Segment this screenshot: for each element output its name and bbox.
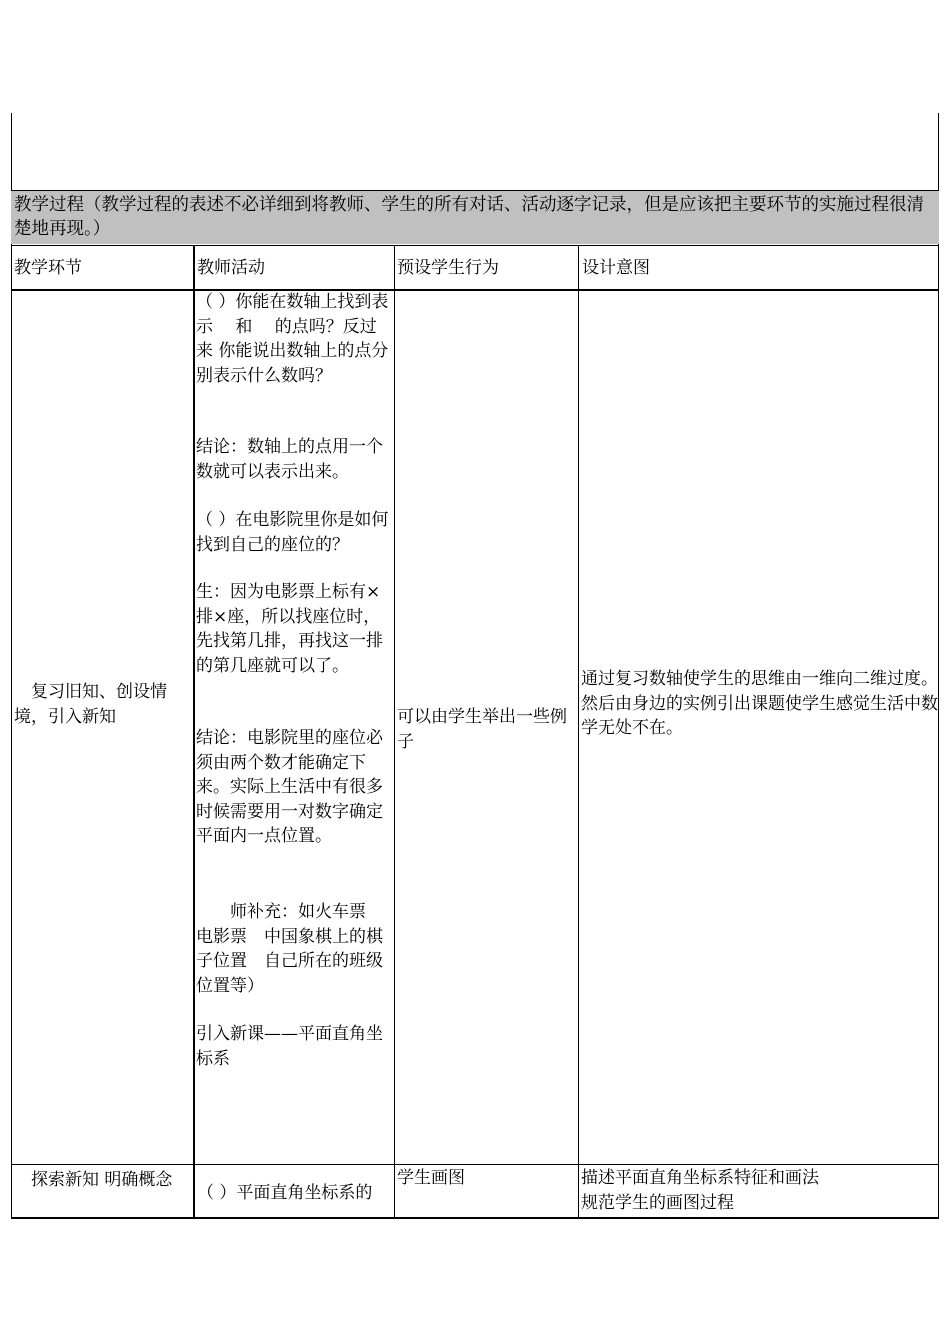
col-header-stage: 教学环节 [14, 258, 82, 278]
row1-design-intent: 通过复习数轴使学生的思维由一维向二维过度。然后由身边的实例引出课题使学生感觉生活中数学无处不在。 [581, 669, 938, 738]
row2-student-behavior: 学生画图 [397, 1168, 465, 1188]
teacher-paragraph: 引入新课——平面直角坐标系 [196, 1024, 383, 1069]
teacher-paragraph: （ ）你能在数轴上找到表示 和 的点吗？反过来 你能说出数轴上的点分别表示什么数吗？ [196, 292, 389, 386]
intent-line: 规范学生的画图过程 [581, 1193, 734, 1213]
teacher-paragraph: 师补充：如火车票 电影票 中国象棋上的棋子位置 自己所在的班级位置等） [196, 902, 383, 996]
table-rule-bottom [11, 1217, 939, 1219]
col-header-intent: 设计意图 [582, 258, 650, 278]
intent-line: 描述平面直角坐标系特征和画法 [581, 1168, 819, 1188]
col-divider-3 [578, 245, 579, 1219]
table-rule-row1 [11, 1164, 939, 1165]
teacher-paragraph: 结论：数轴上的点用一个数就可以表示出来。 [196, 437, 383, 482]
table-rule-header [11, 245, 939, 246]
table-right-border [938, 113, 939, 1219]
table-left-border [11, 113, 12, 1219]
teacher-paragraph: 生：因为电影票上标有×排×座，所以找座位时，先找第几排，再找这一排的第几座就可以了。 [196, 582, 383, 676]
section-header: 教学过程（教学过程的表述不必详细到将教师、学生的所有对话、活动逐字记录，但是应该把主要环节的实施过程很清楚地再现。） [14, 195, 924, 239]
table-rule-columns [11, 289, 939, 291]
row2-stage: 探索新知 明确概念 [14, 1170, 173, 1190]
row1-stage: 复习旧知、创设情境，引入新知 [14, 682, 167, 727]
teacher-paragraph: （ ）在电影院里你是如何找到自己的座位的？ [196, 510, 389, 555]
col-header-teacher: 教师活动 [197, 258, 265, 278]
col-divider-2 [394, 245, 395, 1219]
row2-teacher-activity: （ ）平面直角坐标系的 [197, 1183, 373, 1203]
teacher-paragraph: 结论：电影院里的座位必须由两个数才能确定下来。实际上生活中有很多时候需要用一对数字确定平面内一点位置。 [196, 728, 383, 846]
col-divider-1 [193, 245, 195, 1219]
col-header-student: 预设学生行为 [397, 258, 499, 278]
row1-student-behavior: 可以由学生举出一些例子 [397, 707, 567, 752]
